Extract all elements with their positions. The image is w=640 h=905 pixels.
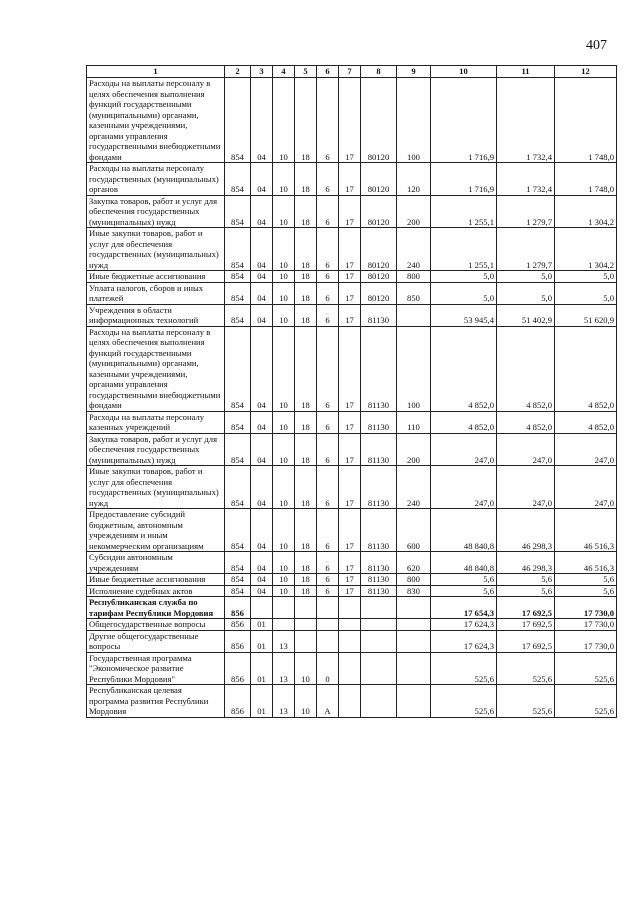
cell-amount-1: 247,0 — [431, 433, 497, 466]
cell-amount-3: 17 730,0 — [555, 619, 617, 631]
cell-amount-3: 17 730,0 — [555, 630, 617, 652]
cell-subsection: 10 — [273, 163, 295, 196]
column-header: 6 — [317, 66, 339, 78]
cell-expense-type: 200 — [397, 433, 431, 466]
cell-expense-type — [397, 597, 431, 619]
cell-expense-type: 600 — [397, 509, 431, 552]
cell-direction: 80120 — [361, 228, 397, 271]
cell-section: 04 — [251, 466, 273, 509]
cell-section: 04 — [251, 585, 273, 597]
cell-direction: 80120 — [361, 78, 397, 163]
cell-amount-3: 1 748,0 — [555, 163, 617, 196]
cell-subsection: 13 — [273, 652, 295, 685]
cell-direction: 80120 — [361, 282, 397, 304]
cell-program: 18 — [295, 585, 317, 597]
cell-amount-2: 525,6 — [497, 685, 555, 718]
cell-section: 04 — [251, 163, 273, 196]
cell-amount-3: 1 748,0 — [555, 78, 617, 163]
cell-expense-type — [397, 619, 431, 631]
cell-expense-type: 120 — [397, 163, 431, 196]
cell-direction: 81130 — [361, 466, 397, 509]
cell-amount-1: 5,6 — [431, 585, 497, 597]
cell-event — [339, 619, 361, 631]
cell-subsection: 10 — [273, 433, 295, 466]
cell-event: 17 — [339, 574, 361, 586]
cell-amount-2: 247,0 — [497, 466, 555, 509]
cell-direction: 81130 — [361, 552, 397, 574]
cell-event: 17 — [339, 509, 361, 552]
cell-amount-2: 46 298,3 — [497, 552, 555, 574]
cell-expense-type: 620 — [397, 552, 431, 574]
cell-event: 17 — [339, 228, 361, 271]
cell-name: Республиканская целевая программа развития Республики Мордовия — [87, 685, 225, 718]
cell-amount-2: 17 692,5 — [497, 619, 555, 631]
cell-subprogram: 6 — [317, 271, 339, 283]
cell-admin: 854 — [225, 304, 251, 326]
cell-name: Общегосударственные вопросы — [87, 619, 225, 631]
cell-amount-1: 17 624,3 — [431, 619, 497, 631]
cell-section: 01 — [251, 652, 273, 685]
cell-amount-1: 17 654,3 — [431, 597, 497, 619]
table-row — [87, 433, 617, 466]
cell-name: Иные бюджетные ассигнования — [87, 271, 225, 283]
cell-program: 18 — [295, 163, 317, 196]
cell-event — [339, 685, 361, 718]
cell-amount-3: 247,0 — [555, 433, 617, 466]
cell-direction — [361, 685, 397, 718]
cell-admin: 856 — [225, 685, 251, 718]
cell-admin: 854 — [225, 326, 251, 411]
cell-admin: 854 — [225, 78, 251, 163]
cell-admin: 856 — [225, 652, 251, 685]
table-row — [87, 271, 617, 283]
cell-expense-type: 100 — [397, 78, 431, 163]
column-header: 2 — [225, 66, 251, 78]
cell-amount-2: 1 732,4 — [497, 163, 555, 196]
cell-name: Другие общегосударственные вопросы — [87, 630, 225, 652]
cell-admin: 854 — [225, 466, 251, 509]
header-row — [87, 66, 617, 78]
table-row — [87, 326, 617, 411]
cell-name: Иные закупки товаров, работ и услуг для обеспечения государственных (муниципальных) нужд — [87, 466, 225, 509]
cell-name: Расходы на выплаты персоналу государственных (муниципальных) органов — [87, 163, 225, 196]
column-header: 12 — [555, 66, 617, 78]
cell-subprogram: 6 — [317, 509, 339, 552]
cell-admin: 856 — [225, 619, 251, 631]
cell-amount-2: 4 852,0 — [497, 411, 555, 433]
cell-amount-3: 1 304,2 — [555, 228, 617, 271]
cell-expense-type: 800 — [397, 271, 431, 283]
cell-section: 04 — [251, 228, 273, 271]
cell-event: 17 — [339, 433, 361, 466]
cell-event: 17 — [339, 585, 361, 597]
cell-event: 17 — [339, 282, 361, 304]
cell-program: 18 — [295, 271, 317, 283]
cell-subsection — [273, 619, 295, 631]
cell-amount-3: 46 516,3 — [555, 552, 617, 574]
cell-event — [339, 597, 361, 619]
cell-amount-1: 525,6 — [431, 685, 497, 718]
cell-subprogram: 6 — [317, 433, 339, 466]
cell-name: Расходы на выплаты персоналу казенных учреждений — [87, 411, 225, 433]
cell-amount-2: 51 402,9 — [497, 304, 555, 326]
cell-amount-2: 46 298,3 — [497, 509, 555, 552]
cell-expense-type — [397, 630, 431, 652]
cell-subsection: 13 — [273, 630, 295, 652]
cell-program: 18 — [295, 433, 317, 466]
cell-name: Иные закупки товаров, работ и услуг для обеспечения государственных (муниципальных) нужд — [87, 228, 225, 271]
cell-expense-type: 200 — [397, 195, 431, 228]
column-header: 10 — [431, 66, 497, 78]
cell-direction: 81130 — [361, 304, 397, 326]
cell-expense-type: 830 — [397, 585, 431, 597]
cell-subsection: 10 — [273, 509, 295, 552]
budget-table — [86, 65, 617, 718]
cell-section: 04 — [251, 271, 273, 283]
cell-subprogram: 6 — [317, 574, 339, 586]
cell-expense-type — [397, 685, 431, 718]
cell-subsection: 10 — [273, 195, 295, 228]
cell-event: 17 — [339, 304, 361, 326]
cell-direction: 81130 — [361, 326, 397, 411]
cell-direction: 81130 — [361, 585, 397, 597]
cell-subprogram: А — [317, 685, 339, 718]
cell-section: 04 — [251, 509, 273, 552]
cell-name: Республиканская служба по тарифам Республики Мордовия — [87, 597, 225, 619]
column-header: 9 — [397, 66, 431, 78]
cell-subsection: 10 — [273, 282, 295, 304]
cell-subsection — [273, 597, 295, 619]
cell-expense-type — [397, 304, 431, 326]
cell-direction — [361, 630, 397, 652]
cell-subsection: 10 — [273, 228, 295, 271]
cell-event: 17 — [339, 195, 361, 228]
cell-amount-2: 5,6 — [497, 585, 555, 597]
cell-expense-type — [397, 652, 431, 685]
cell-name: Учреждения в области информационных технологий — [87, 304, 225, 326]
cell-program: 18 — [295, 282, 317, 304]
cell-admin: 854 — [225, 163, 251, 196]
cell-amount-1: 247,0 — [431, 466, 497, 509]
cell-amount-3: 5,6 — [555, 585, 617, 597]
cell-amount-3: 51 620,9 — [555, 304, 617, 326]
cell-subprogram — [317, 597, 339, 619]
cell-subprogram: 6 — [317, 163, 339, 196]
cell-event — [339, 630, 361, 652]
table-row — [87, 685, 617, 718]
cell-amount-2: 525,6 — [497, 652, 555, 685]
cell-amount-1: 4 852,0 — [431, 411, 497, 433]
cell-direction: 80120 — [361, 271, 397, 283]
cell-program — [295, 597, 317, 619]
cell-admin: 854 — [225, 228, 251, 271]
cell-direction: 80120 — [361, 195, 397, 228]
cell-amount-1: 48 840,8 — [431, 552, 497, 574]
cell-amount-3: 525,6 — [555, 652, 617, 685]
cell-direction — [361, 597, 397, 619]
cell-name: Расходы на выплаты персоналу в целях обеспечения выполнения функций государственными (муниципальными) органами, казенными учреждениями, органами управления государственными внебюджетными фондами — [87, 78, 225, 163]
cell-program: 10 — [295, 652, 317, 685]
cell-amount-1: 5,6 — [431, 574, 497, 586]
cell-event: 17 — [339, 163, 361, 196]
table-row — [87, 552, 617, 574]
table-row — [87, 597, 617, 619]
table-row — [87, 652, 617, 685]
cell-subprogram: 6 — [317, 195, 339, 228]
cell-amount-3: 4 852,0 — [555, 411, 617, 433]
cell-direction: 81130 — [361, 574, 397, 586]
table-row — [87, 163, 617, 196]
cell-event: 17 — [339, 271, 361, 283]
column-header: 4 — [273, 66, 295, 78]
cell-name: Иные бюджетные ассигнования — [87, 574, 225, 586]
cell-amount-1: 1 255,1 — [431, 195, 497, 228]
cell-amount-2: 17 692,5 — [497, 630, 555, 652]
cell-subprogram — [317, 630, 339, 652]
cell-section: 04 — [251, 574, 273, 586]
cell-subsection: 10 — [273, 411, 295, 433]
column-header: 5 — [295, 66, 317, 78]
cell-subprogram: 6 — [317, 304, 339, 326]
table-row — [87, 619, 617, 631]
cell-section: 04 — [251, 78, 273, 163]
cell-section: 04 — [251, 552, 273, 574]
cell-program: 18 — [295, 411, 317, 433]
cell-subprogram: 6 — [317, 411, 339, 433]
table-row — [87, 282, 617, 304]
page-number: 407 — [586, 38, 607, 53]
cell-event: 17 — [339, 411, 361, 433]
column-header: 1 — [87, 66, 225, 78]
cell-expense-type: 240 — [397, 466, 431, 509]
cell-subsection: 10 — [273, 585, 295, 597]
cell-name: Исполнение судебных актов — [87, 585, 225, 597]
cell-section: 01 — [251, 630, 273, 652]
cell-admin: 854 — [225, 433, 251, 466]
cell-section: 04 — [251, 411, 273, 433]
cell-program: 18 — [295, 228, 317, 271]
cell-name: Закупка товаров, работ и услуг для обеспечения государственных (муниципальных) нужд — [87, 433, 225, 466]
cell-subsection: 13 — [273, 685, 295, 718]
cell-name: Уплата налогов, сборов и иных платежей — [87, 282, 225, 304]
cell-expense-type: 850 — [397, 282, 431, 304]
cell-subprogram: 0 — [317, 652, 339, 685]
cell-subprogram: 6 — [317, 585, 339, 597]
cell-admin: 854 — [225, 552, 251, 574]
cell-expense-type: 110 — [397, 411, 431, 433]
cell-amount-2: 1 279,7 — [497, 228, 555, 271]
cell-program: 18 — [295, 304, 317, 326]
table-row — [87, 574, 617, 586]
cell-subprogram: 6 — [317, 228, 339, 271]
cell-amount-1: 1 255,1 — [431, 228, 497, 271]
cell-admin: 854 — [225, 271, 251, 283]
cell-direction: 81130 — [361, 509, 397, 552]
cell-subprogram: 6 — [317, 326, 339, 411]
cell-amount-1: 1 716,9 — [431, 78, 497, 163]
cell-program: 18 — [295, 466, 317, 509]
cell-program — [295, 630, 317, 652]
cell-subsection: 10 — [273, 466, 295, 509]
cell-amount-3: 525,6 — [555, 685, 617, 718]
cell-amount-2: 4 852,0 — [497, 326, 555, 411]
table-row — [87, 411, 617, 433]
cell-admin: 856 — [225, 597, 251, 619]
cell-direction — [361, 652, 397, 685]
cell-subsection: 10 — [273, 271, 295, 283]
cell-amount-1: 48 840,8 — [431, 509, 497, 552]
cell-subprogram — [317, 619, 339, 631]
column-header: 8 — [361, 66, 397, 78]
cell-event: 17 — [339, 552, 361, 574]
table-row — [87, 509, 617, 552]
table-row — [87, 585, 617, 597]
cell-admin: 856 — [225, 630, 251, 652]
cell-program: 18 — [295, 326, 317, 411]
cell-amount-3: 1 304,2 — [555, 195, 617, 228]
cell-admin: 854 — [225, 411, 251, 433]
cell-subsection: 10 — [273, 304, 295, 326]
cell-amount-1: 5,0 — [431, 282, 497, 304]
cell-direction — [361, 619, 397, 631]
cell-name: Государственная программа "Экономическое развитие Республики Мордовия" — [87, 652, 225, 685]
cell-amount-3: 5,0 — [555, 271, 617, 283]
cell-subprogram: 6 — [317, 282, 339, 304]
cell-section: 04 — [251, 433, 273, 466]
cell-expense-type: 240 — [397, 228, 431, 271]
cell-amount-2: 1 732,4 — [497, 78, 555, 163]
cell-amount-2: 5,6 — [497, 574, 555, 586]
cell-section — [251, 597, 273, 619]
cell-program: 18 — [295, 78, 317, 163]
cell-name: Закупка товаров, работ и услуг для обеспечения государственных (муниципальных) нужд — [87, 195, 225, 228]
cell-program: 18 — [295, 195, 317, 228]
table-row — [87, 630, 617, 652]
cell-amount-2: 5,0 — [497, 271, 555, 283]
cell-amount-3: 46 516,3 — [555, 509, 617, 552]
cell-section: 04 — [251, 282, 273, 304]
table-row — [87, 304, 617, 326]
cell-amount-1: 4 852,0 — [431, 326, 497, 411]
cell-amount-2: 5,0 — [497, 282, 555, 304]
cell-amount-3: 247,0 — [555, 466, 617, 509]
column-header: 11 — [497, 66, 555, 78]
cell-subsection: 10 — [273, 78, 295, 163]
cell-name: Расходы на выплаты персоналу в целях обеспечения выполнения функций государственными (муниципальными) органами, казенными учреждениями, органами управления государственными внебюджетными фондами — [87, 326, 225, 411]
cell-direction: 81130 — [361, 433, 397, 466]
cell-subsection: 10 — [273, 574, 295, 586]
cell-section: 04 — [251, 195, 273, 228]
table-row — [87, 228, 617, 271]
cell-event: 17 — [339, 466, 361, 509]
cell-name: Предоставление субсидий бюджетным, автономным учреждениям и иным некоммерческим организациям — [87, 509, 225, 552]
cell-direction: 80120 — [361, 163, 397, 196]
table-row — [87, 195, 617, 228]
table-body — [87, 78, 617, 718]
table-row — [87, 466, 617, 509]
column-header: 7 — [339, 66, 361, 78]
cell-amount-2: 1 279,7 — [497, 195, 555, 228]
cell-event: 17 — [339, 326, 361, 411]
cell-program: 10 — [295, 685, 317, 718]
cell-program: 18 — [295, 574, 317, 586]
cell-subprogram: 6 — [317, 466, 339, 509]
cell-amount-3: 5,0 — [555, 282, 617, 304]
cell-section: 04 — [251, 304, 273, 326]
cell-event — [339, 652, 361, 685]
cell-amount-3: 5,6 — [555, 574, 617, 586]
cell-amount-1: 53 945,4 — [431, 304, 497, 326]
cell-expense-type: 800 — [397, 574, 431, 586]
cell-program — [295, 619, 317, 631]
cell-section: 01 — [251, 685, 273, 718]
table-row — [87, 78, 617, 163]
cell-subsection: 10 — [273, 326, 295, 411]
cell-subprogram: 6 — [317, 78, 339, 163]
cell-subprogram: 6 — [317, 552, 339, 574]
cell-amount-3: 4 852,0 — [555, 326, 617, 411]
cell-admin: 854 — [225, 282, 251, 304]
cell-admin: 854 — [225, 195, 251, 228]
column-header: 3 — [251, 66, 273, 78]
cell-amount-2: 247,0 — [497, 433, 555, 466]
cell-name: Субсидии автономным учреждениям — [87, 552, 225, 574]
cell-amount-2: 17 692,5 — [497, 597, 555, 619]
cell-direction: 81130 — [361, 411, 397, 433]
cell-event: 17 — [339, 78, 361, 163]
cell-program: 18 — [295, 509, 317, 552]
cell-program: 18 — [295, 552, 317, 574]
cell-amount-3: 17 730,0 — [555, 597, 617, 619]
cell-amount-1: 1 716,9 — [431, 163, 497, 196]
cell-subsection: 10 — [273, 552, 295, 574]
cell-section: 01 — [251, 619, 273, 631]
cell-admin: 854 — [225, 585, 251, 597]
cell-expense-type: 100 — [397, 326, 431, 411]
cell-section: 04 — [251, 326, 273, 411]
cell-amount-1: 525,6 — [431, 652, 497, 685]
cell-amount-1: 5,0 — [431, 271, 497, 283]
cell-amount-1: 17 624,3 — [431, 630, 497, 652]
cell-admin: 854 — [225, 574, 251, 586]
cell-admin: 854 — [225, 509, 251, 552]
